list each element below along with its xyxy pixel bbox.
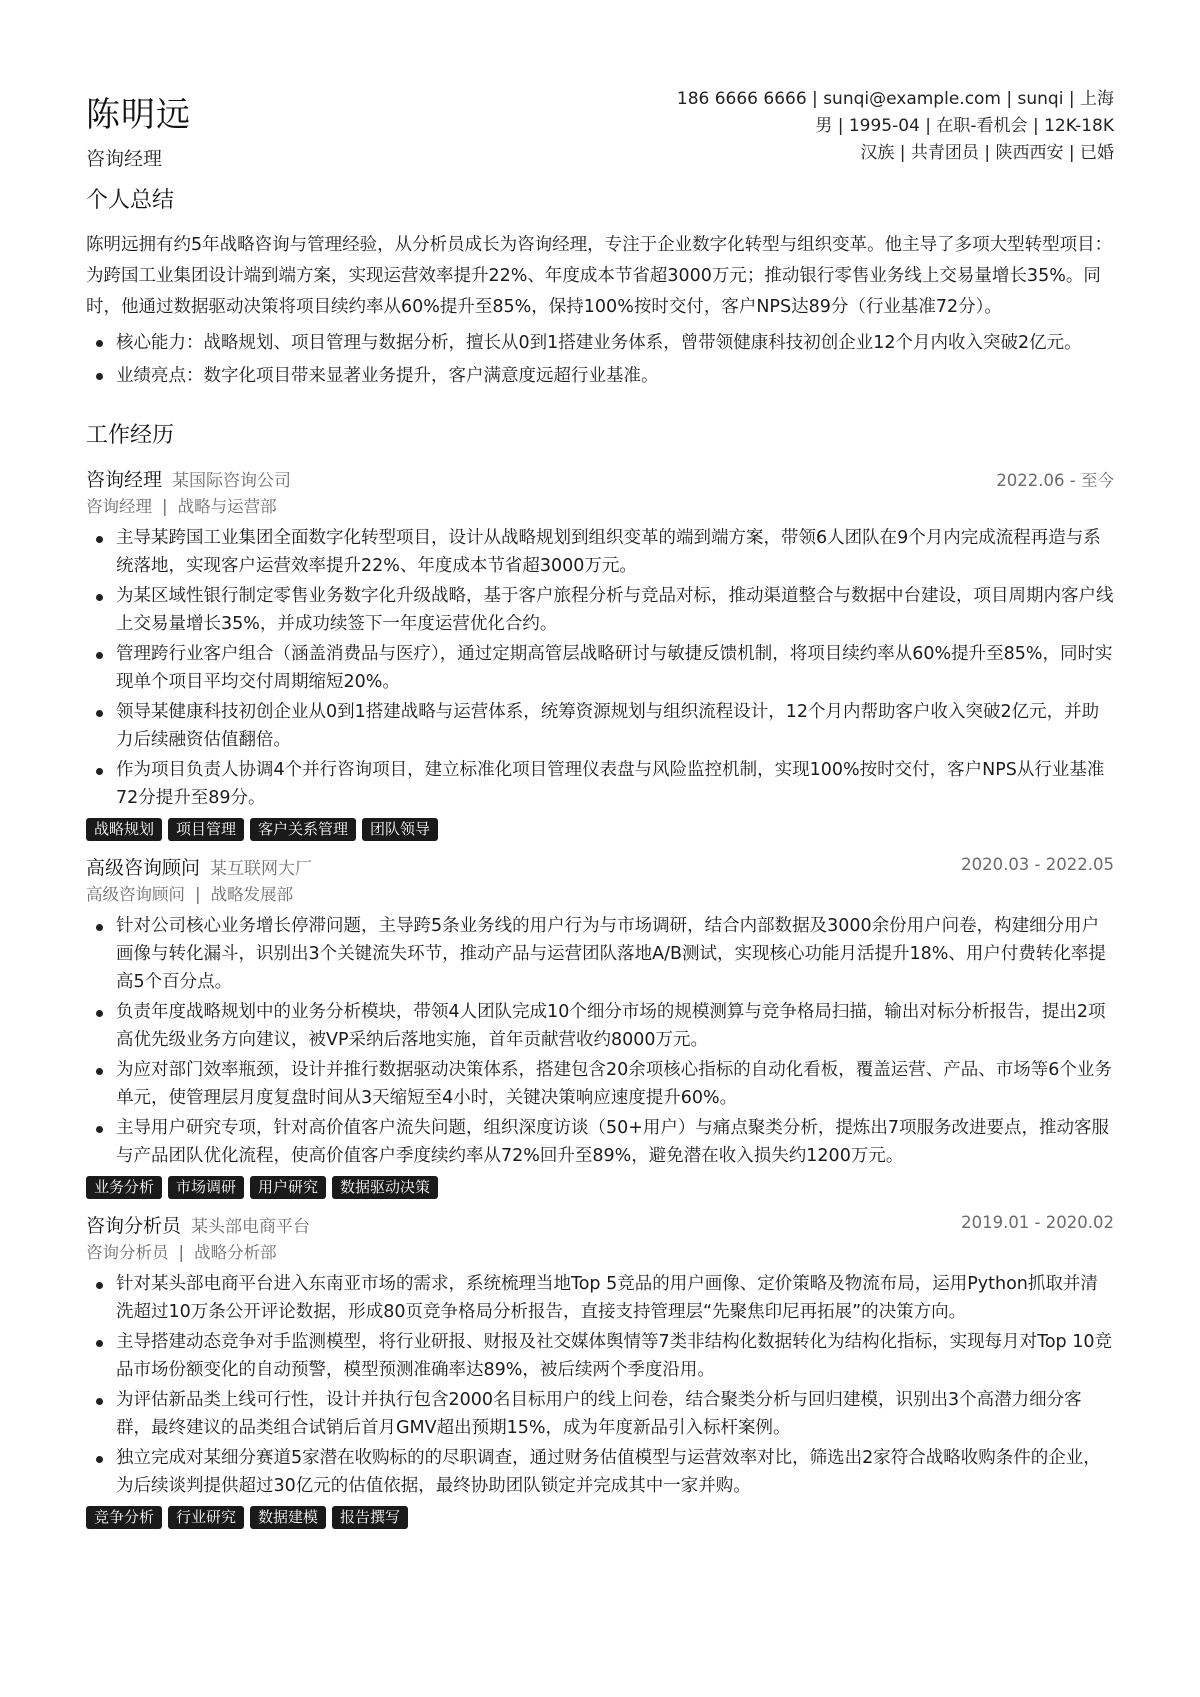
job-date: 2022.06 - 至今	[996, 471, 1114, 490]
job-entry	[86, 1211, 1114, 1529]
list-item: 独立完成对某细分赛道5家潜在收购标的的尽职调查，通过财务估值模型与运营效率对比，筛选出2家符合战略收购条件的企业，为后续谈判提供超过30亿元的估值依据，最终协助团队锁定并完成其中一家并购。	[86, 1444, 1114, 1500]
summary-text: 陈明远拥有约5年战略咨询与管理经验，从分析员成长为咨询经理，专注于企业数字化转型与组织变革。他主导了多项大型转型项目：为跨国工业集团设计端到端方案，实现运营效率提升22%、年度成本节省超3000万元；推动银行零售业务线上交易量增长35%。同时，他通过数据驱动决策将项目续约率从60%提升至85%，保持100%按时交付，客户NPS达89分（行业基准72分）。	[86, 235, 1113, 317]
skill-tags	[86, 1506, 1114, 1529]
skill-tag: 团队领导	[362, 818, 438, 841]
job-bullets	[86, 1270, 1114, 1500]
summary-bullets	[86, 328, 1114, 391]
job-header	[86, 465, 1114, 493]
job-position: 咨询分析员	[86, 1243, 169, 1262]
job-title: 咨询经理	[86, 469, 163, 491]
contact-info	[677, 86, 1114, 167]
list-item: 作为项目负责人协调4个并行咨询项目，建立标准化项目管理仪表盘与风险监控机制，实现100%按时交付，客户NPS从行业基准72分提升至89分。	[86, 756, 1114, 812]
separator: |	[195, 885, 201, 904]
skill-tag: 项目管理	[168, 818, 244, 841]
job-date: 2019.01 - 2020.02	[961, 1213, 1114, 1232]
skill-tag: 报告撰写	[332, 1506, 408, 1529]
list-item: 针对某头部电商平台进入东南亚市场的需求，系统梳理当地Top 5竞品的用户画像、定价策略及物流布局，运用Python抓取并清洗超过10万条公开评论数据，形成80页竞争格局分析报告，直接支持管理层“先聚焦印尼再拓展”的决策方向。	[86, 1270, 1114, 1326]
skill-tag: 竞争分析	[86, 1506, 162, 1529]
list-item: 主导搭建动态竞争对手监测模型，将行业研报、财报及社交媒体舆情等7类非结构化数据转化为结构化指标，实现每月对Top 10竞品市场份额变化的自动预警，模型预测准确率达89%，被后续两个季度沿用。	[86, 1328, 1114, 1384]
list-item: 领导某健康科技初创企业从0到1搭建战略与运营体系，统筹资源规划与组织流程设计，12个月内帮助客户收入突破2亿元，并助力后续融资估值翻倍。	[86, 698, 1114, 754]
skill-tag: 数据建模	[250, 1506, 326, 1529]
job-title: 咨询分析员	[86, 1215, 182, 1237]
contact-line: 186 6666 6666 | sunqi@example.com | sunqi | 上海	[676, 89, 1114, 109]
job-company: 某头部电商平台	[191, 1217, 311, 1237]
job-header	[86, 853, 1114, 881]
skill-tag: 数据驱动决策	[332, 1176, 438, 1199]
skill-tag: 业务分析	[86, 1176, 162, 1199]
job-department: 战略发展部	[210, 885, 294, 904]
list-item: 主导某跨国工业集团全面数字化转型项目，设计从战略规划到组织变革的端到端方案，带领6人团队在9个月内完成流程再造与系统落地，实现客户运营效率提升22%、年度成本节省超3000万元。	[86, 524, 1114, 580]
work-section-title: 工作经历	[86, 423, 175, 448]
job-position: 高级咨询顾问	[86, 885, 185, 904]
job-entry	[86, 465, 1114, 841]
list-item: 负责年度战略规划中的业务分析模块，带领4人团队完成10个细分市场的规模测算与竞争格局扫描，输出对标分析报告，提出2项高优先级业务方向建议，被VP采纳后落地实施，首年贡献营收约8000万元。	[86, 998, 1114, 1054]
list-item: 为应对部门效率瓶颈，设计并推行数据驱动决策体系，搭建包含20余项核心指标的自动化看板，覆盖运营、产品、市场等6个业务单元，使管理层月度复盘时间从3天缩短至4小时，关键决策响应速度提升60%。	[86, 1056, 1114, 1112]
skill-tags	[86, 1176, 1114, 1199]
list-item: 为评估新品类上线可行性，设计并执行包含2000名目标用户的线上问卷，结合聚类分析与回归建模，识别出3个高潜力细分客群，最终建议的品类组合试销后首月GMV超出预期15%，成为年度新品引入标杆案例。	[86, 1386, 1114, 1442]
list-item: 针对公司核心业务增长停滞问题，主导跨5条业务线的用户行为与市场调研，结合内部数据及3000余份用户问卷，构建细分用户画像与转化漏斗，识别出3个关键流失环节，推动产品与运营团队落地A/B测试，实现核心功能月活提升18%、用户付费转化率提高5个百分点。	[86, 912, 1114, 996]
candidate-name: 陈明远	[86, 95, 191, 135]
contact-line: 男 | 1995-04 | 在职-看机会 | 12K-18K	[815, 116, 1114, 136]
job-bullets	[86, 524, 1114, 812]
skill-tag: 客户关系管理	[250, 818, 356, 841]
skill-tag: 战略规划	[86, 818, 162, 841]
list-item: 主导用户研究专项，针对高价值客户流失问题，组织深度访谈（50+用户）与痛点聚类分析，提炼出7项服务改进要点，推动客服与产品团队优化流程，使高价值客户季度续约率从72%回升至89%，避免潜在收入损失约1200万元。	[86, 1114, 1114, 1170]
list-item: 核心能力：战略规划、项目管理与数据分析，擅长从0到1搭建业务体系，曾带领健康科技初创企业12个月内收入突破2亿元。	[86, 328, 1114, 358]
contact-line: 汉族 | 共青团员 | 陕西西安 | 已婚	[860, 143, 1114, 163]
job-subtitle	[86, 882, 1114, 908]
separator: |	[178, 1243, 185, 1262]
separator: |	[162, 497, 168, 516]
job-company: 某互联网大厂	[210, 859, 313, 879]
job-company: 某国际咨询公司	[172, 471, 292, 491]
skill-tag: 用户研究	[250, 1176, 326, 1199]
list-item: 管理跨行业客户组合（涵盖消费品与医疗），通过定期高管层战略研讨与敏捷反馈机制，将项目续约率从60%提升至85%，同时实现单个项目平均交付周期缩短20%。	[86, 640, 1114, 696]
job-bullets	[86, 912, 1114, 1170]
list-item: 为某区域性银行制定零售业务数字化升级战略，基于客户旅程分析与竞品对标，推动渠道整合与数据中台建设，项目周期内客户线上交易量增长35%，并成功续签下一年度运营优化合约。	[86, 582, 1114, 638]
job-department: 战略分析部	[194, 1243, 277, 1262]
skill-tags	[86, 818, 1114, 841]
skill-tag: 市场调研	[168, 1176, 244, 1199]
summary-section-title: 个人总结	[86, 188, 175, 213]
job-department: 战略与运营部	[177, 497, 277, 516]
job-title: 高级咨询顾问	[86, 857, 201, 879]
skill-tag: 行业研究	[168, 1506, 244, 1529]
job-subtitle	[86, 494, 1114, 520]
candidate-role: 咨询经理	[86, 148, 163, 170]
job-entry	[86, 853, 1114, 1199]
resume-header	[86, 82, 1114, 182]
job-position: 咨询经理	[86, 497, 152, 516]
list-item: 业绩亮点：数字化项目带来显著业务提升，客户满意度远超行业基准。	[86, 361, 1114, 391]
job-header	[86, 1211, 1114, 1239]
job-date: 2020.03 - 2022.05	[961, 855, 1114, 874]
job-subtitle	[86, 1240, 1114, 1266]
